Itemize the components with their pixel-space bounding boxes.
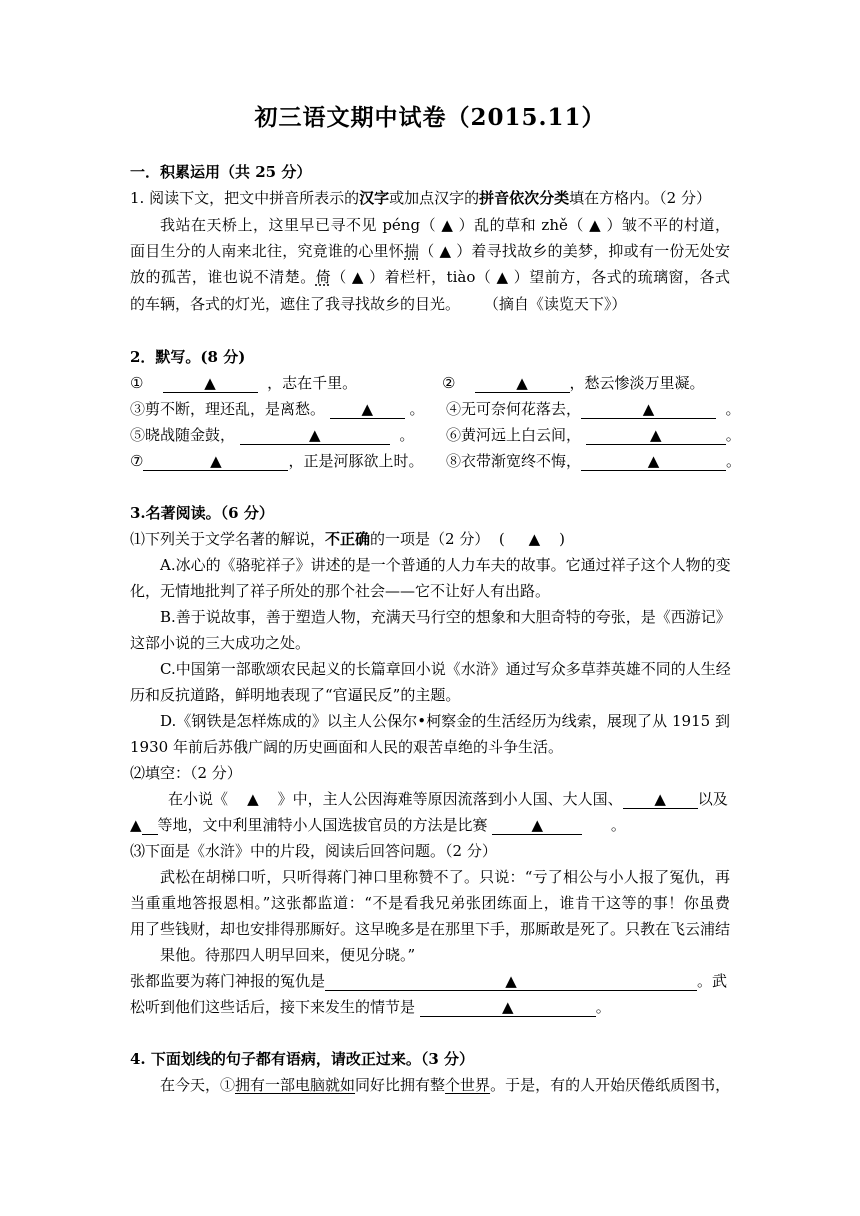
- excerpt-line: 果他。待那四人明早回来，便见分晓。”: [160, 946, 416, 964]
- question-3-2: ⑵填空：（2 分）: [130, 764, 242, 782]
- fill-blank-line: 在小说《 ▲ 》中，主人公因海难等原因流落到小人国、大人国、 ▲ 以及: [168, 790, 728, 808]
- passage-line: 面目生分的人南来北往，究竟谁的心里怀揣（ ▲ ）着寻找故乡的美梦，抑或有一份无处安: [130, 242, 730, 260]
- question-3: 3.名著阅读。（6 分）: [130, 504, 274, 522]
- question-1: 1. 阅读下文，把文中拼音所表示的汉字或加点汉字的拼音依次分类填在方格内。（2 分）: [130, 189, 711, 207]
- option-b-cont: 这部小说的三大成功之处。: [130, 634, 311, 652]
- question-2: 2．默写。(8 分): [130, 348, 246, 366]
- option-b: B.善于说故事，善于塑造人物，充满天马行空的想象和大胆奇特的夸张，是《西游记》: [160, 608, 731, 626]
- option-a-cont: 化，无情地批判了祥子所处的那个社会——它不让好人有出路。: [130, 582, 551, 600]
- recitation-row: ⑤晓战随金鼓， ▲ 。 ⑥黄河远上白云间， ▲ 。: [130, 426, 741, 444]
- passage-line: 放的孤苦，谁也说不清楚。倚（ ▲ ）着栏杆，tiào（ ▲ ）望前方，各式的琉璃窗，各式: [130, 268, 730, 286]
- passage-line: 的车辆，各式的灯光，遮住了我寻找故乡的目光。 （摘自《读览天下》）: [130, 295, 627, 313]
- option-d-cont: 1930 年前后苏俄广阔的历史画面和人民的艰苦卓绝的斗争生活。: [130, 738, 563, 756]
- passage-line: 我站在天桥上，这里早已寻不见 péng（ ▲ ）乱的草和 zhě（ ▲ ）皱不平的村道，: [160, 216, 730, 234]
- option-a: A.冰心的《骆驼祥子》讲述的是一个普通的人力车夫的故事。它通过祥子这个人物的变: [160, 556, 731, 574]
- fill-blank-line: ▲ 等地，文中利里浦特小人国选拔官员的方法是比赛 ▲ 。: [130, 816, 626, 834]
- sentence-line: 在今天，①拥有一部电脑就如同好比拥有整个世界。于是，有的人开始厌倦纸质图书，: [160, 1076, 731, 1094]
- answer-line: 松听到他们这些话后，接下来发生的情节是 ▲ 。: [130, 998, 611, 1016]
- option-d: D.《钢铁是怎样炼成的》以主人公保尔•柯察金的生活经历为线索，展现了从 1915 到: [160, 712, 730, 730]
- section-1-heading: 一．积累运用（共 25 分）: [130, 163, 312, 181]
- excerpt-line: 武松在胡梯口听，只听得蒋门神口里称赞不了。只说：“亏了相公与小人报了冤仇，再: [160, 868, 730, 886]
- excerpt-line: 当重重地答报恩相。”这张都监道：“不是看我兄弟张团练面上，谁肯干这等的事！你虽费: [130, 894, 730, 912]
- option-c: C.中国第一部歌颂农民起义的长篇章回小说《水浒》通过写众多草莽英雄不同的人生经: [160, 660, 731, 678]
- answer-line: 张都监要为蒋门神报的冤仇是 ▲ 。武: [130, 972, 728, 990]
- recitation-row: ⑦ ▲ ，正是河豚欲上时。 ⑧衣带渐宽终不悔， ▲ 。: [130, 452, 742, 470]
- option-c-cont: 历和反抗道路，鲜明地表现了“官逼民反”的主题。: [130, 686, 461, 704]
- question-4: 4. 下面划线的句子都有语病，请改正过来。（3 分）: [130, 1050, 475, 1068]
- question-3-3: ⑶下面是《水浒》中的片段，阅读后回答问题。（2 分）: [130, 842, 497, 860]
- recitation-row: ① ▲ ，志在千里。 ② ▲ ，愁云惨淡万里凝。: [130, 374, 705, 392]
- page-title: 初三语文期中试卷（2015.11）: [254, 104, 606, 131]
- recitation-row: ③剪不断，理还乱，是离愁。 ▲ 。 ④无可奈何花落去， ▲ 。: [130, 400, 741, 418]
- question-3-1: ⑴下列关于文学名著的解说，不正确的一项是（2 分） ( ▲ ): [130, 530, 566, 548]
- excerpt-line: 用了些钱财，却也安排得那厮好。这早晚多是在那里下手，那厮敢是死了。只教在飞云浦结: [130, 920, 731, 938]
